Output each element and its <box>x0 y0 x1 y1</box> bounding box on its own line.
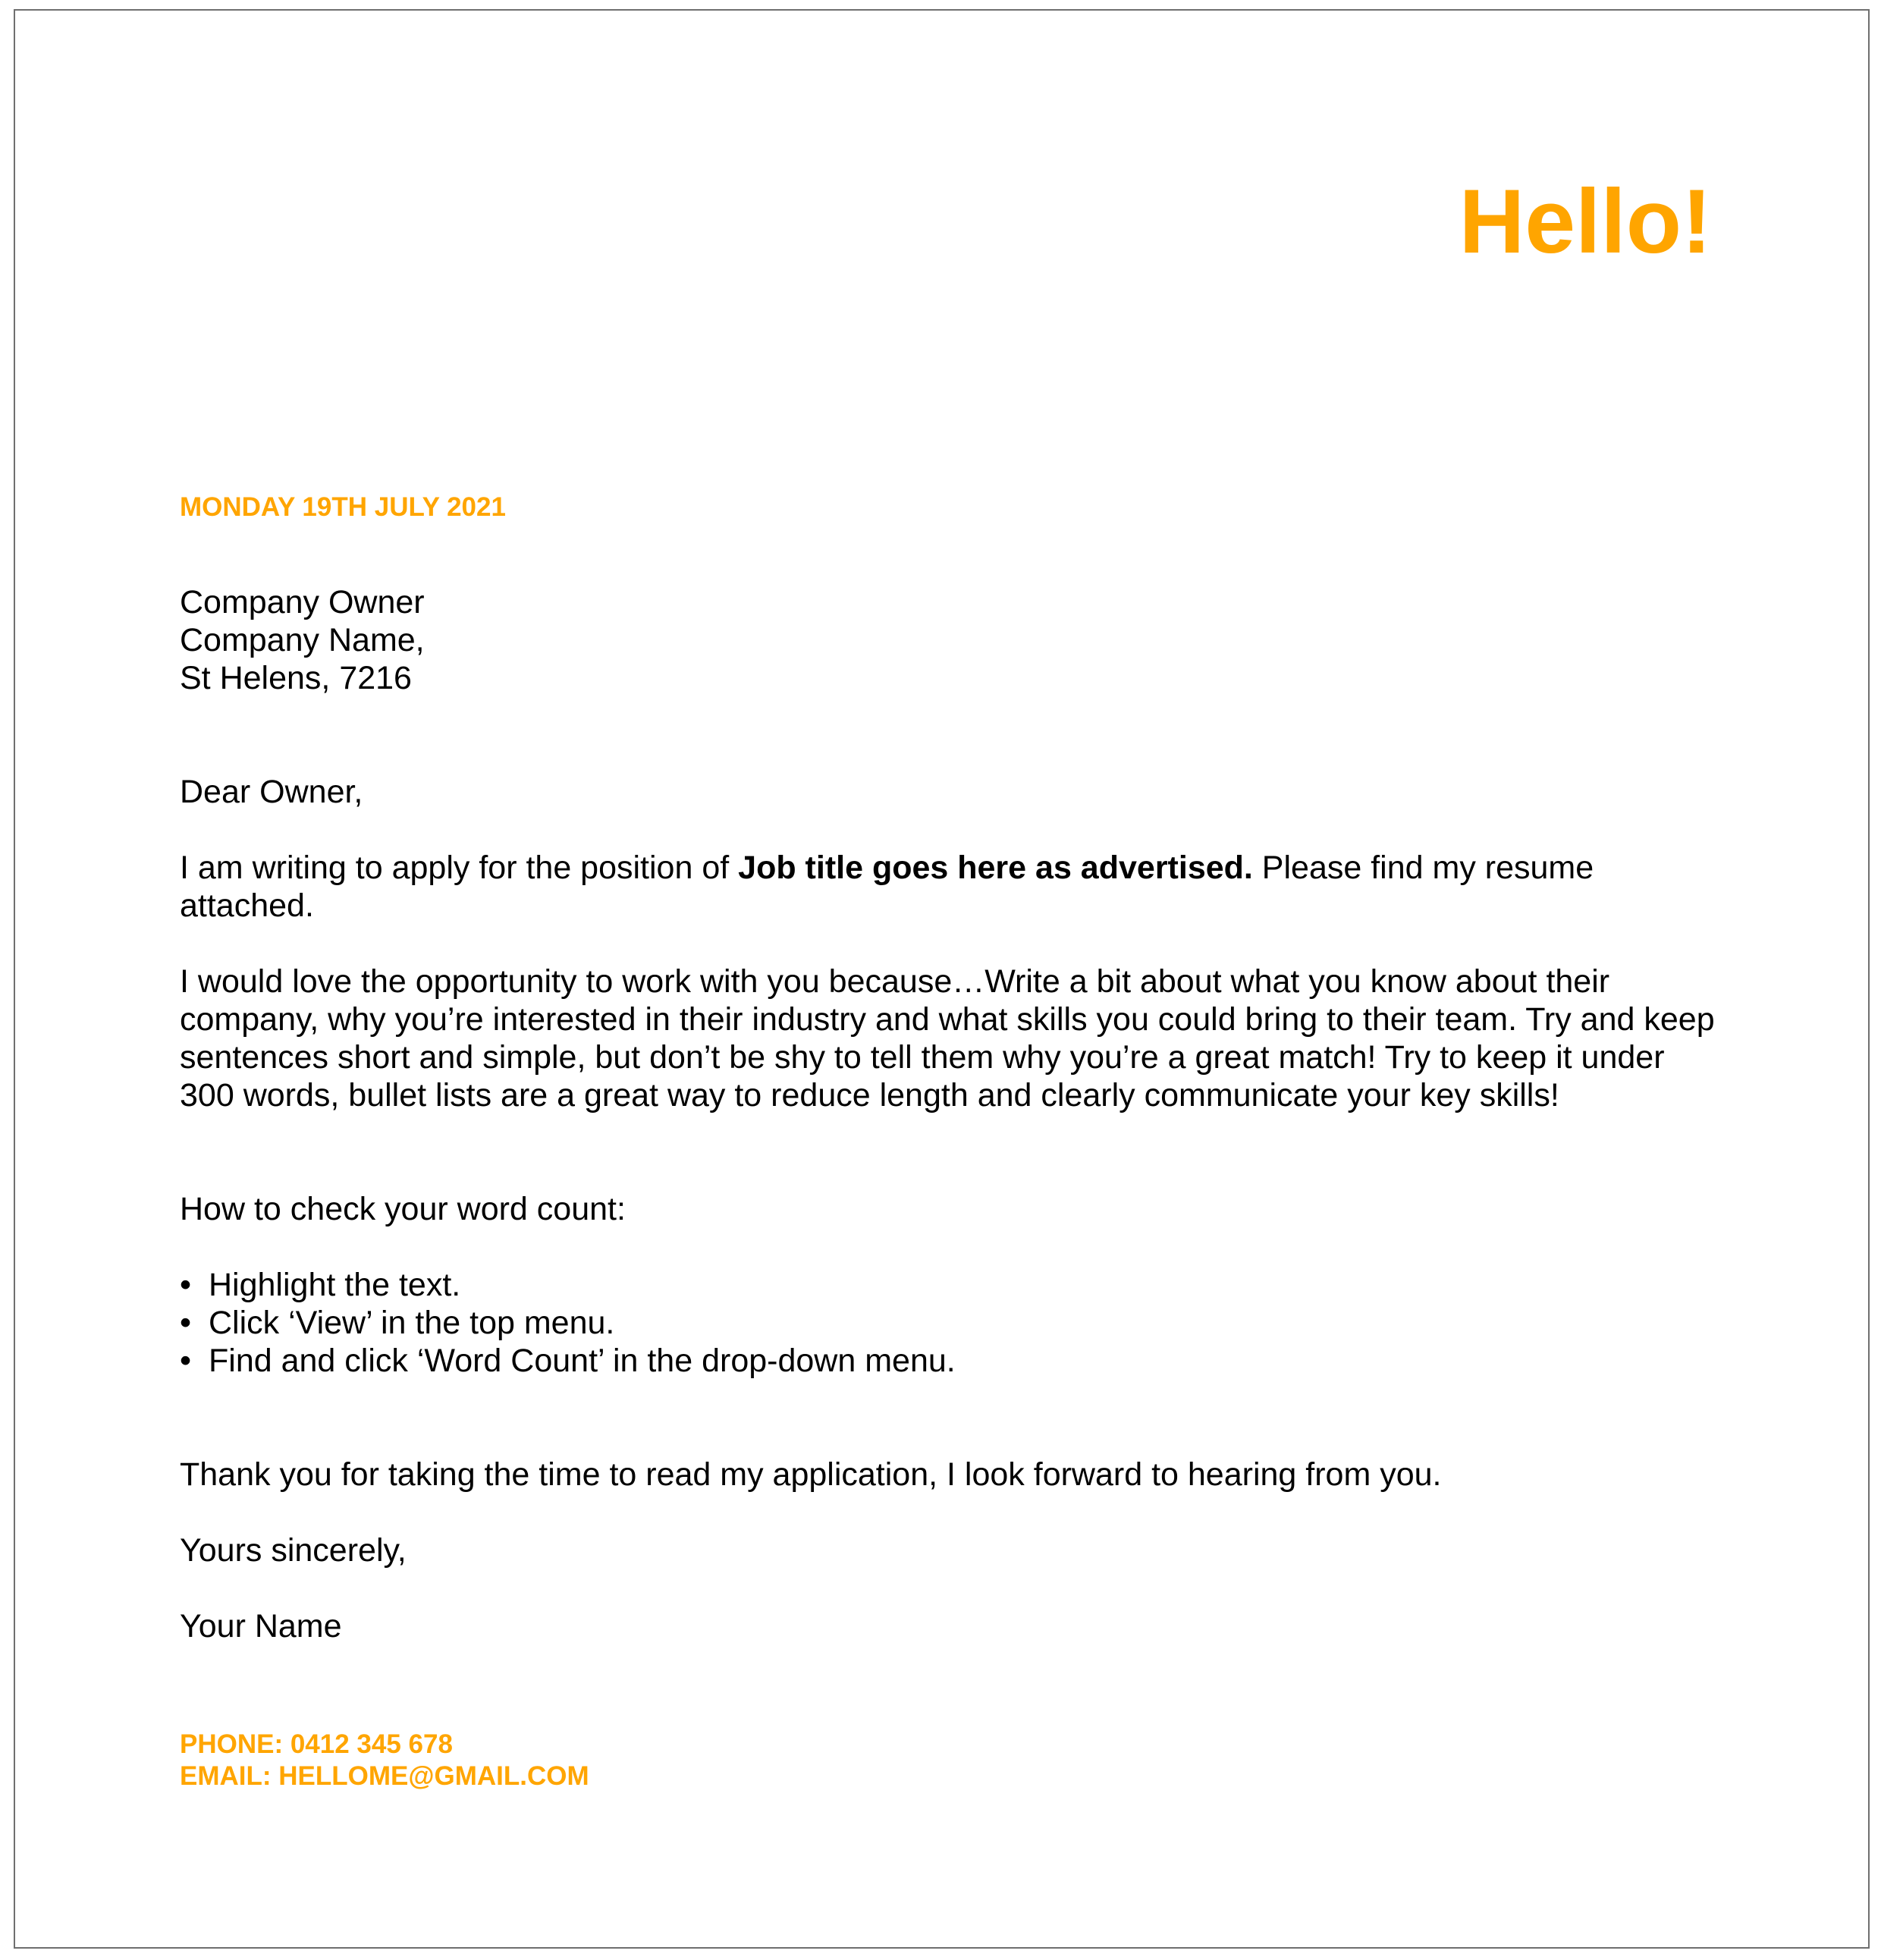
signature-name: Your Name <box>180 1608 342 1644</box>
bullet-icon: • <box>180 1343 192 1379</box>
salutation: Dear Owner, <box>180 774 363 810</box>
greeting-heading: Hello! <box>1459 171 1712 272</box>
recipient-location: St Helens, 7216 <box>180 660 412 696</box>
recipient-name: Company Owner <box>180 584 425 620</box>
intro-text-end: Please find my resume attached. <box>180 850 1594 924</box>
list-item <box>180 1266 956 1304</box>
contact-details <box>180 1729 589 1792</box>
word-count-steps-list <box>180 1266 956 1380</box>
contact-phone: PHONE: 0412 345 678 <box>180 1729 453 1759</box>
list-item-text: Click ‘View’ in the top menu. <box>209 1305 615 1341</box>
intro-paragraph <box>180 849 1727 925</box>
list-item <box>180 1342 956 1380</box>
letter-date: MONDAY 19TH JULY 2021 <box>180 492 506 522</box>
recipient-company: Company Name, <box>180 622 425 658</box>
word-count-heading: How to check your word count: <box>180 1191 626 1227</box>
closing: Yours sincerely, <box>180 1532 407 1569</box>
body-paragraph: I would love the opportunity to work with you because…Write a bit about what you know about their company, why you’re interested in their industry and what skills you could bring to their team. Try and keep sentences short and simple, but don’t be shy to tell them why you’re a great match! Try to keep it under 300 words, bullet lists are a great way to reduce length and clearly communicate your key skills! <box>180 963 1715 1113</box>
list-item-text: Find and click ‘Word Count’ in the drop-down menu. <box>209 1343 956 1379</box>
bullet-icon: • <box>180 1305 192 1341</box>
list-item <box>180 1304 956 1342</box>
letter-page <box>14 9 1870 1949</box>
recipient-address <box>180 583 1727 697</box>
thanks-paragraph: Thank you for taking the time to read my application, I look forward to hearing from you. <box>180 1456 1442 1493</box>
contact-email: EMAIL: HELLOME@GMAIL.COM <box>180 1761 589 1791</box>
list-item-text: Highlight the text. <box>209 1267 461 1303</box>
job-title: Job title goes here as advertised. <box>738 850 1253 886</box>
intro-text-start: I am writing to apply for the position of <box>180 850 739 886</box>
bullet-icon: • <box>180 1267 192 1303</box>
